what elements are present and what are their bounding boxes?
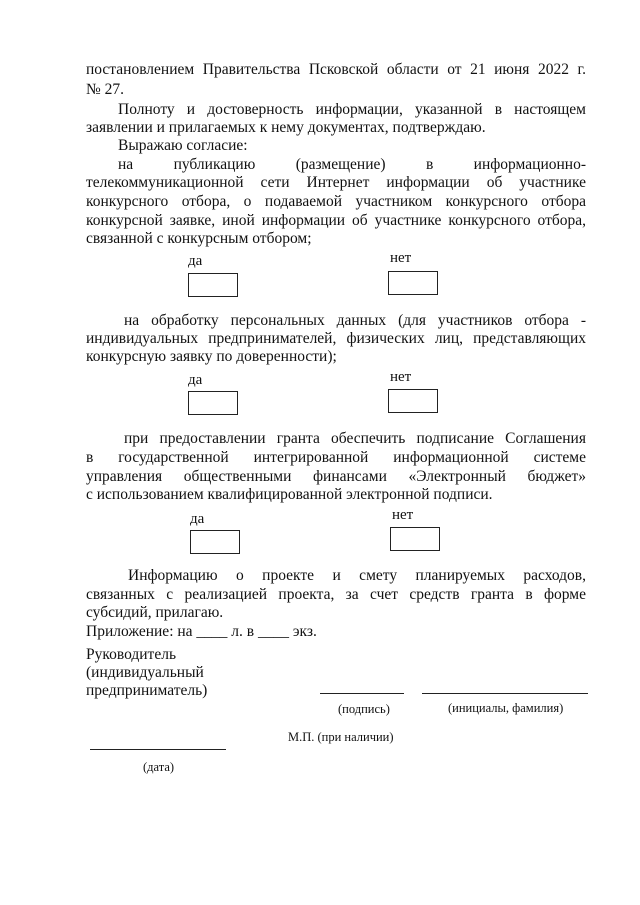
text-line: конкурсную заявку по доверенности);	[86, 348, 337, 365]
text-line: индивидуальных предпринимателей, физических лиц, представляющих	[86, 330, 586, 347]
text-line: постановлением Правительства Псковской области от 21 июня 2022 г.	[86, 61, 586, 78]
consent-personal-data-yes-checkbox[interactable]	[188, 391, 238, 415]
head-title-line: (индивидуальный	[86, 664, 204, 681]
name-caption: (инициалы, фамилия)	[448, 701, 564, 715]
consent-agreement-no-checkbox[interactable]	[390, 527, 440, 551]
text-line: управления общественными финансами «Электронный бюджет»	[86, 468, 586, 485]
attachment-line: Приложение: на ____ л. в ____ экз.	[86, 623, 317, 640]
no-label: нет	[390, 369, 412, 385]
signature-caption: (подпись)	[338, 702, 390, 716]
text-line: конкурсного отбора, о подаваемой участником конкурсного отбора	[86, 193, 586, 210]
text-line: заявлении и прилагаемых к нему документах, подтверждаю.	[86, 119, 486, 136]
text-line: конкурсной заявке, иной информации об участнике конкурсного отбора,	[86, 212, 586, 229]
text-line: связанных с реализацией проекта, за счет средств гранта в форме	[86, 586, 586, 603]
consent-publication-no-checkbox[interactable]	[388, 271, 438, 295]
date-caption: (дата)	[143, 760, 175, 774]
text-line: Полноту и достоверность информации, указанной в настоящем	[118, 101, 586, 118]
text-line: Информацию о проекте и смету планируемых расходов,	[128, 567, 586, 584]
no-label: нет	[390, 250, 412, 266]
consent-agreement-yes-checkbox[interactable]	[190, 530, 240, 554]
text-line: с использованием квалифицированной электронной подписи.	[86, 486, 493, 503]
text-line: на публикацию (размещение) в информационно-	[118, 156, 586, 173]
yes-label: да	[190, 511, 205, 527]
name-line[interactable]	[422, 693, 588, 694]
text-line: Выражаю согласие:	[118, 137, 248, 154]
text-line: телекоммуникационной сети Интернет информации об участнике	[86, 174, 586, 191]
text-line: при предоставлении гранта обеспечить подписание Соглашения	[124, 430, 586, 447]
yes-label: да	[188, 372, 203, 388]
stamp-caption: М.П. (при наличии)	[288, 730, 394, 744]
yes-label: да	[188, 253, 203, 269]
consent-personal-data-no-checkbox[interactable]	[388, 389, 438, 413]
text-line: связанной с конкурсным отбором;	[86, 230, 312, 247]
date-line[interactable]	[90, 749, 226, 750]
signature-line[interactable]	[320, 693, 404, 694]
consent-publication-yes-checkbox[interactable]	[188, 273, 238, 297]
head-title-line: предприниматель)	[86, 682, 208, 699]
text-line: № 27.	[86, 81, 125, 98]
no-label: нет	[392, 507, 414, 523]
text-line: на обработку персональных данных (для участников отбора -	[124, 312, 586, 329]
text-line: в государственной интегрированной информационной системе	[86, 449, 586, 466]
head-title-line: Руководитель	[86, 646, 177, 663]
text-line: субсидий, прилагаю.	[86, 604, 224, 621]
